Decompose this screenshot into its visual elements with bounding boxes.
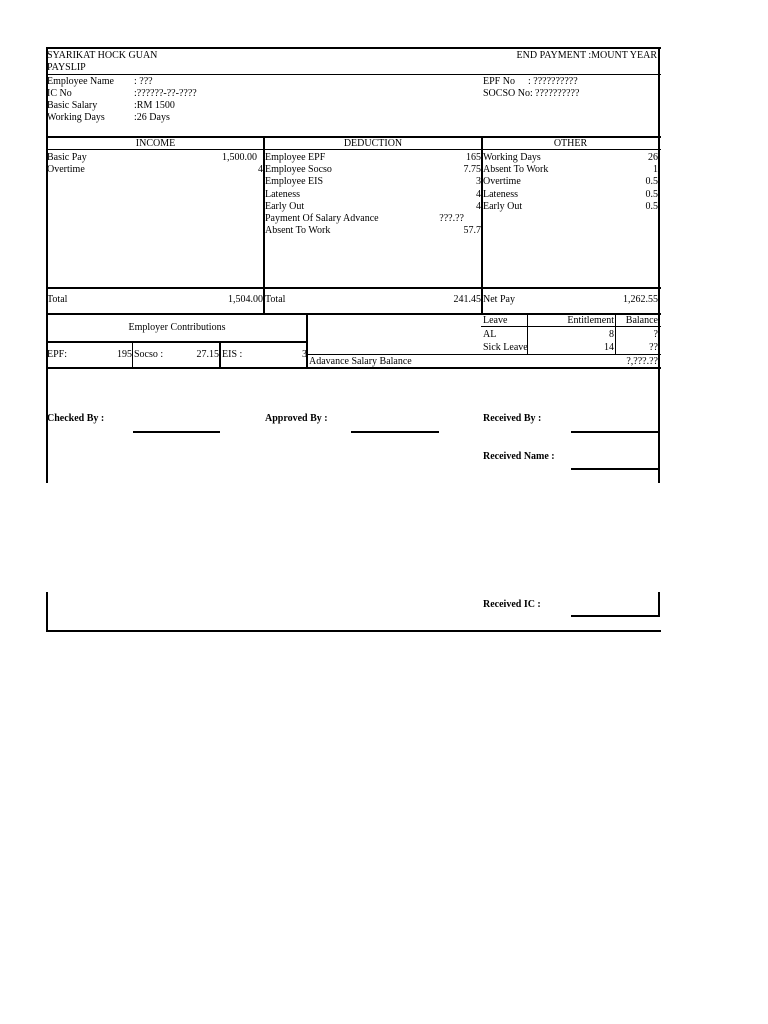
deduction-total-value: 241.45 (453, 294, 481, 305)
income-value: 1,500.00 (222, 152, 257, 163)
other-value: 0.5 (645, 189, 658, 200)
other-label: Overtime (483, 176, 521, 187)
employee-name-value: : ??? (134, 76, 153, 87)
employer-contributions-title: Employer Contributions (128, 322, 226, 333)
deduction-label: Employee Socso (265, 164, 332, 175)
leave-balance: ? (653, 329, 658, 340)
leave-bottom-line (308, 354, 661, 355)
deduction-label: Early Out (265, 201, 305, 212)
received-ic-label: Received IC : (483, 599, 541, 610)
deduction-value: 57.7 (463, 225, 481, 236)
other-label: Lateness (483, 189, 518, 200)
basic-salary-label: Basic Salary (47, 100, 98, 111)
other-title: OTHER (553, 138, 588, 149)
received-name-label: Received Name : (483, 451, 555, 462)
employee-name-label: Employee Name (47, 76, 114, 87)
ic-value: :??????-??-???? (134, 88, 197, 99)
income-label: Overtime (47, 164, 85, 175)
deduction-value: 3 (476, 176, 481, 187)
deduction-label: Employee EIS (265, 176, 324, 187)
lower-bottom (46, 630, 661, 632)
net-pay-label: Net Pay (483, 294, 515, 305)
employer-eis-value: 3 (302, 349, 307, 360)
advance-balance-value: ?,???.?? (626, 356, 658, 367)
ic-label: IC No (47, 88, 72, 99)
deduction-label: Absent To Work (265, 225, 331, 236)
deduction-label: Payment Of Salary Advance (265, 213, 379, 224)
deduction-value: 165 (466, 152, 481, 163)
epf-no-value: : ?????????? (528, 76, 578, 87)
received-by-label: Received By : (483, 413, 542, 424)
approved-by-line (351, 431, 439, 433)
deduction-label: Employee EPF (265, 152, 326, 163)
employer-epf-value: 195 (117, 349, 132, 360)
income-label: Basic Pay (47, 152, 87, 163)
leave-type: Sick Leave (483, 342, 528, 353)
leave-entitlement: 14 (604, 342, 614, 353)
received-ic-line (571, 615, 660, 617)
balance-col-header: Balance (625, 315, 658, 326)
working-days-label: Working Days (47, 112, 105, 123)
leave-balance: ?? (649, 342, 658, 353)
other-value: 26 (648, 152, 658, 163)
employer-sep-1 (132, 341, 133, 368)
checked-by-line (133, 431, 220, 433)
basic-salary-value: :RM 1500 (134, 100, 175, 111)
income-title: INCOME (135, 138, 176, 149)
employer-box-mid (46, 341, 308, 343)
border-right (658, 47, 660, 483)
doc-type: PAYSLIP (47, 62, 86, 73)
working-days-value: :26 Days (134, 112, 170, 123)
deduction-label: Lateness (265, 189, 300, 200)
advance-balance-label: Adavance Salary Balance (309, 356, 412, 367)
approved-by-label: Approved By : (265, 413, 328, 424)
other-value: 0.5 (645, 176, 658, 187)
other-label: Absent To Work (483, 164, 549, 175)
socso-no-label: SOCSO No: (483, 88, 533, 99)
employer-sep-2 (219, 341, 221, 368)
other-label: Working Days (483, 152, 541, 163)
pay-period: END PAYMENT :MOUNT YEAR (516, 50, 657, 61)
border-top (46, 47, 661, 49)
received-by-line (571, 431, 660, 433)
income-value: 4 (258, 164, 263, 175)
leave-entitlement: 8 (609, 329, 614, 340)
other-value: 1 (653, 164, 658, 175)
company-name: SYARIKAT HOCK GUAN (47, 50, 158, 61)
income-total-value: 1,504.00 (228, 294, 263, 305)
net-pay-value: 1,262.55 (623, 294, 658, 305)
lower-left (46, 592, 48, 632)
entitlement-col-header: Entitlement (567, 315, 614, 326)
lower-right (658, 592, 660, 617)
epf-no-label: EPF No (483, 76, 515, 87)
deduction-value: 4 (476, 201, 481, 212)
deduction-value: 4 (476, 189, 481, 200)
checked-by-label: Checked By : (47, 413, 105, 424)
employer-eis-label: EIS : (222, 349, 243, 360)
employer-socso-label: Socso : (134, 349, 164, 360)
deduction-title: DEDUCTION (343, 138, 403, 149)
employer-epf-label: EPF: (47, 349, 68, 360)
leave-type: AL (483, 329, 497, 340)
other-value: 0.5 (645, 201, 658, 212)
socso-no-value: ?????????? (535, 88, 580, 99)
received-name-line (571, 468, 660, 470)
leave-col-header: Leave (483, 315, 508, 326)
other-label: Early Out (483, 201, 523, 212)
deduction-total-label: Total (265, 294, 286, 305)
divider-header (46, 74, 661, 75)
employer-socso-value: 27.15 (196, 349, 219, 360)
divider-totals (46, 287, 661, 289)
income-total-label: Total (47, 294, 68, 305)
deduction-value: ???.?? (439, 213, 464, 224)
deduction-value: 7.75 (463, 164, 481, 175)
